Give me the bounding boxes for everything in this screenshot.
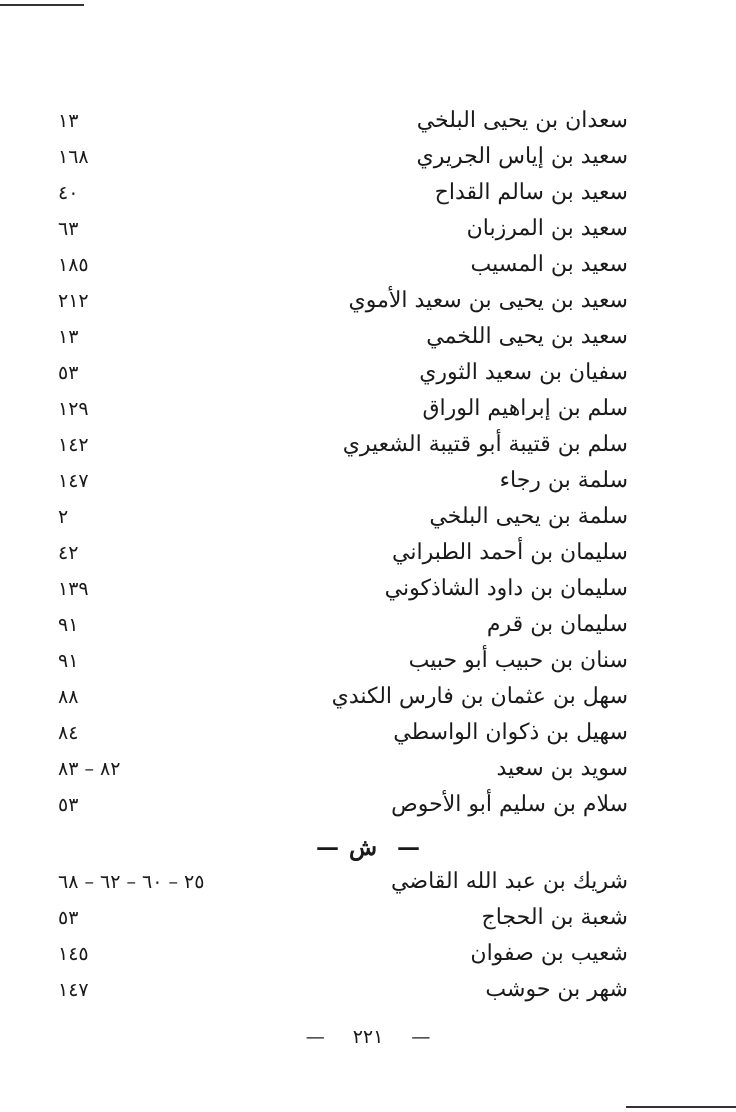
entry-pages: ١٤٥ (58, 943, 89, 965)
entry-name: سعيد بن سالم القداح (434, 180, 628, 205)
index-entry (0, 715, 736, 751)
entry-pages: ١٢٩ (58, 398, 89, 420)
index-entry (0, 391, 736, 427)
entry-name: شعيب بن صفوان (470, 941, 628, 966)
entry-name: سلمة بن يحيى البلخي (429, 504, 628, 529)
footer-dash: — (305, 1026, 325, 1048)
entry-pages: ٢١٢ (58, 290, 89, 312)
entry-pages: ١٤٧ (58, 979, 89, 1001)
entry-pages: ٥٣ (58, 794, 79, 816)
index-entry (0, 751, 736, 787)
section-letter: ش (348, 834, 378, 861)
entry-pages: ٥٣ (58, 362, 79, 384)
entry-pages: ١٦٨ (58, 146, 89, 168)
index-entry (0, 787, 736, 823)
footer-dash: — (411, 1026, 431, 1048)
entry-pages: ١٣٩ (58, 578, 89, 600)
entry-name: سويد بن سعيد (496, 756, 628, 781)
page-footer (0, 1022, 736, 1052)
index-entry (0, 535, 736, 571)
index-entry (0, 643, 736, 679)
entry-pages: ٢٥ – ٦٠ – ٦٢ – ٦٨ (58, 871, 205, 893)
index-entry (0, 900, 736, 936)
entry-pages: ٨٨ (58, 686, 79, 708)
entry-pages: ١٣ (58, 110, 79, 132)
entry-name: سليمان بن قرم (486, 612, 628, 637)
entry-pages: ٩١ (58, 614, 79, 636)
index-entry (0, 427, 736, 463)
entry-pages: ٤٠ (58, 182, 79, 204)
index-entry (0, 679, 736, 715)
entry-name: سنان بن حبيب أبو حبيب (408, 648, 628, 673)
index-entry (0, 499, 736, 535)
entry-name: سفيان بن سعيد الثوري (419, 360, 628, 385)
index-entry (0, 463, 736, 499)
entry-pages: ١٨٥ (58, 254, 89, 276)
entry-pages: ٦٣ (58, 218, 79, 240)
entry-name: سهيل بن ذكوان الواسطي (393, 720, 628, 745)
entry-pages: ٥٣ (58, 907, 79, 929)
index-entry (0, 211, 736, 247)
entry-pages: ٢ (58, 506, 69, 528)
index-entry (0, 319, 736, 355)
index-entry (0, 936, 736, 972)
index-entry (0, 355, 736, 391)
entry-pages: ٨٤ (58, 722, 79, 744)
entry-name: سعيد بن يحيى اللخمي (426, 324, 628, 349)
index-entry (0, 139, 736, 175)
entry-name: سعيد بن يحيى بن سعيد الأموي (348, 288, 628, 313)
entry-name: سعيد بن المسيب (470, 252, 628, 277)
index-entry (0, 175, 736, 211)
entry-pages: ٤٢ (58, 542, 79, 564)
entry-name: سهل بن عثمان بن فارس الكندي (331, 684, 628, 709)
entry-name: شريك بن عبد الله القاضي (391, 869, 628, 894)
index-entry (0, 247, 736, 283)
entry-name: شعبة بن الحجاج (481, 905, 628, 930)
index-entry (0, 864, 736, 900)
entry-name: سلام بن سليم أبو الأحوص (391, 792, 628, 817)
entry-pages: ١٤٢ (58, 434, 89, 456)
index-entry (0, 103, 736, 139)
entry-name: سعيد بن إياس الجريري (416, 144, 628, 169)
section-heading (0, 830, 736, 866)
entry-name: سلم بن إبراهيم الوراق (422, 396, 628, 421)
entry-pages: ١٣ (58, 326, 79, 348)
entry-name: سلم بن قتيبة أبو قتيبة الشعيري (342, 432, 628, 457)
entry-name: سعيد بن المرزبان (466, 216, 628, 241)
entry-name: سعدان بن يحيى البلخي (416, 108, 628, 133)
index-entry (0, 571, 736, 607)
index-entry (0, 972, 736, 1008)
index-entry (0, 283, 736, 319)
entry-pages: ٩١ (58, 650, 79, 672)
entry-pages: ٨٢ – ٨٣ (58, 758, 121, 780)
section-dash-left: — (315, 834, 339, 861)
entry-name: سلمة بن رجاء (499, 468, 628, 493)
page-number: ٢٢١ (352, 1026, 384, 1048)
index-entry (0, 607, 736, 643)
entry-pages: ١٤٧ (58, 470, 89, 492)
entry-name: شهر بن حوشب (485, 977, 628, 1002)
entry-name: سليمان بن أحمد الطبراني (392, 540, 628, 565)
section-dash-right: — (397, 834, 421, 861)
entry-name: سليمان بن داود الشاذكوني (384, 576, 628, 601)
